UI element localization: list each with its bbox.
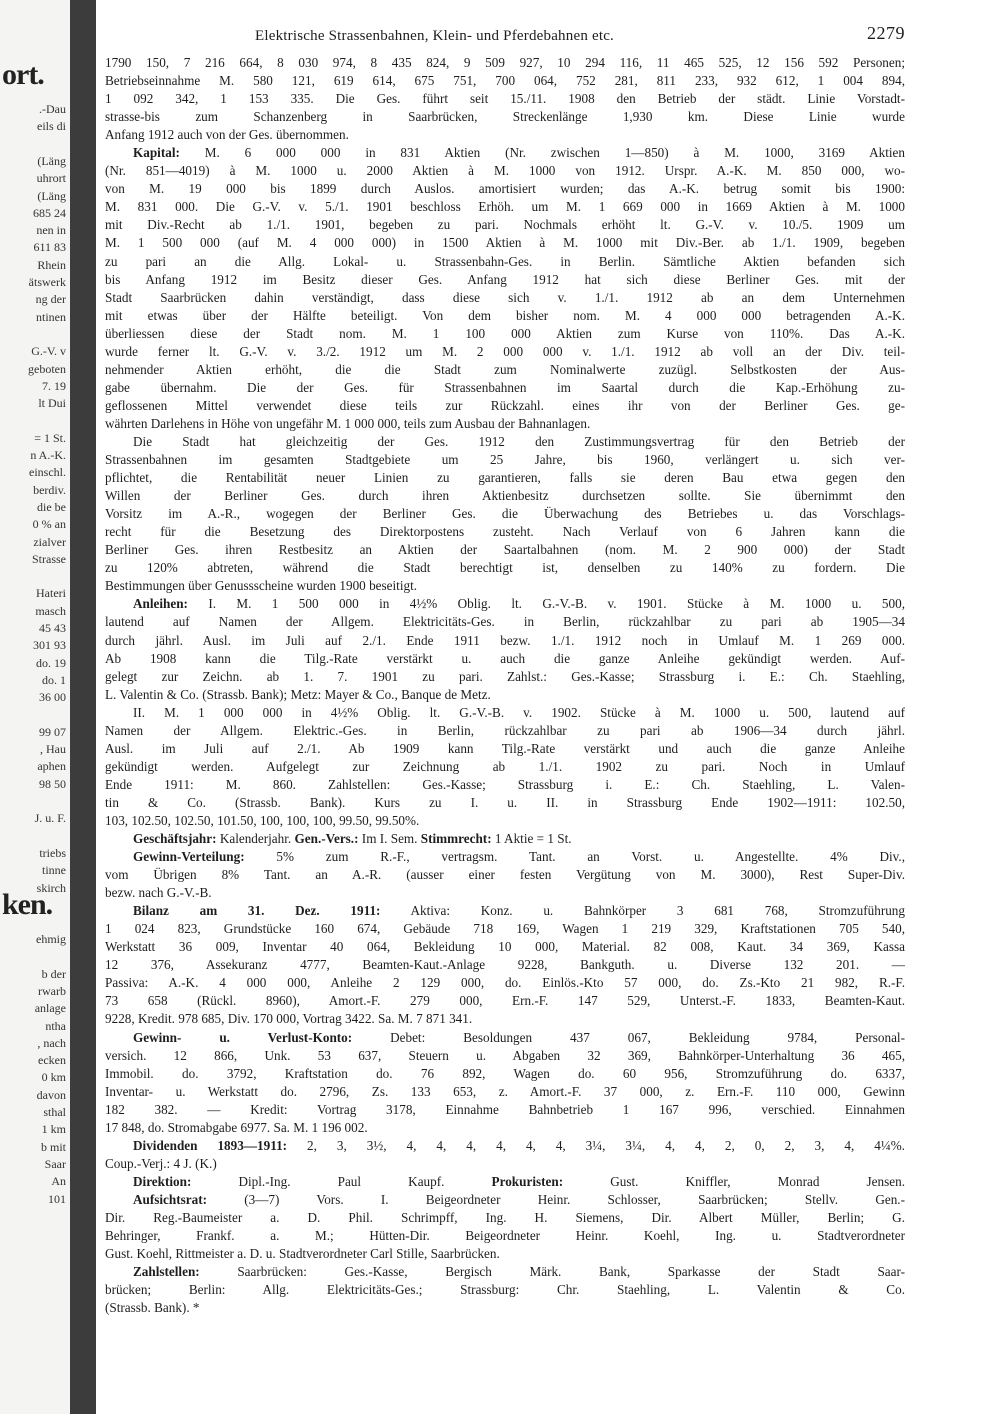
line-text: Berliner Ges. ihren Restbesitz an Aktien der Saartalbahnen (nom. M. 2 900 000) der Stadt <box>105 542 905 558</box>
line-text: M. 6 000 000 in 831 Aktien (Nr. zwischen 1—850) à M. 1000, 3169 Aktien <box>179 145 905 161</box>
left-page-text-fragment: J. u. F. <box>34 811 66 826</box>
section-line <box>105 1191 905 1209</box>
text-line <box>105 668 905 686</box>
text-line <box>105 740 905 758</box>
text-line <box>105 271 905 289</box>
line-text: L. Valentin & Co. (Strassb. Bank); Metz: Mayer & Co., Banque de Metz. <box>105 686 491 702</box>
text-line <box>105 1010 905 1028</box>
line-text: Dir. Reg.-Baumeister a. D. Phil. Schrimpff, Ing. H. Siemens, Dir. Albert Müller, Berlin; G. <box>105 1210 905 1225</box>
text-line <box>105 325 905 343</box>
left-page-text-fragment: eils di <box>37 119 66 134</box>
left-page-text-fragment: , Hau <box>40 742 66 757</box>
text-line <box>105 253 905 271</box>
text-line <box>105 776 905 794</box>
text-column <box>105 54 905 1317</box>
line-text: 9228, Kredit. 978 685, Div. 170 000, Vortrag 3422. Sa. M. 7 871 341. <box>105 1011 473 1027</box>
left-page-text-fragment: b der <box>41 966 66 981</box>
left-page-text-fragment: .-Dau <box>39 102 66 116</box>
section-line <box>105 595 905 613</box>
left-page-text-fragment: anlage <box>34 1001 66 1016</box>
text-line <box>105 1101 905 1119</box>
section-line <box>105 1263 905 1281</box>
left-page-text-fragment: do. 1 <box>42 672 66 687</box>
section-heading: Kapital: <box>133 145 180 161</box>
line-text: Die Stadt hat gleichzeitig der Ges. 1912 den Zustimmungsvertrag für den Betrieb der <box>133 433 905 449</box>
text-line <box>105 180 905 198</box>
line-text: Dipl.-Ing. Paul Kaupf. <box>191 1173 492 1189</box>
text-line <box>105 794 905 812</box>
line-text: I. M. 1 500 000 in 4½% Oblig. lt. G.-V.-B. v. 1901. Stücke à M. 1000 u. 500, <box>187 596 905 612</box>
left-page-text-fragment: 0 km <box>41 1070 66 1085</box>
line-text: tin & Co. (Strassb. Bank). Kurs zu I. u. II. in Strassburg Ende 1902—1911: 102.50, <box>105 794 905 810</box>
page-number: 2279 <box>867 23 905 43</box>
running-title: Elektrische Strassenbahnen, Klein- und Pferdebahnen etc. <box>255 28 614 44</box>
text-line <box>105 433 905 451</box>
page-header <box>105 24 905 54</box>
left-page-text-fragment: Hateri <box>36 586 66 601</box>
left-page-text-fragment: ntha <box>45 1018 66 1033</box>
text-line <box>105 108 905 126</box>
line-text: 2, 3, 3½, 4, 4, 4, 4, 4, 4, 3¼, 3¼, 4, 4, 2, 0, 2, 3, 4, 4¼%. <box>287 1137 905 1153</box>
line-text: Passiva: A.-K. 4 000 000, Anleihe 2 129 000, do. Einlös.-Kto 57 000, do. Zs.-Kto 21 982, R.-F. <box>105 975 905 991</box>
text-line <box>105 415 905 433</box>
left-page-text-fragment: triebs <box>39 845 66 860</box>
line-text: 182 382. — Kredit: Vortrag 3178, Einnahme Bahnbetrieb 1 167 996, verschied. Einnahmen <box>105 1101 905 1117</box>
left-page-text-fragment: An <box>51 1174 66 1189</box>
left-page-text-fragment: 101 <box>48 1191 66 1206</box>
line-text: 1 024 823, Grundstücke 160 674, Gebäude 718 169, Wagen 1 219 329, Kraftstationen 705 540, <box>105 921 905 937</box>
left-page-text-fragment: 36 00 <box>39 690 66 705</box>
line-text: (Nr. 851—4019) à M. 1000 u. 2000 Aktien à M. 1000 von 1912. Urspr. A.-K. M. 850 000, wo- <box>105 163 905 179</box>
line-text: Betriebseinnahme M. 580 121, 619 614, 675 751, 700 064, 752 281, 811 233, 932 612, 1 004 894, <box>105 73 905 89</box>
left-page-text-fragment: b mit <box>40 1139 66 1154</box>
line-text: von M. 19 000 bis 1899 durch Auslos. amortisiert wurden; das A.-K. betrug somit bis 1900: <box>105 181 905 197</box>
text-line <box>105 722 905 740</box>
line-text: strasse-bis zum Schanzenberg in Saarbrücken, Streckenlänge 1,930 km. Diese Linie wurde <box>105 109 905 125</box>
line-text: 17 848, do. Stromabgabe 6977. Sa. M. 1 196 002. <box>105 1119 368 1135</box>
text-line <box>105 1281 905 1299</box>
line-text: Aktiva: Konz. u. Bahnkörper 3 681 768, Stromzuführung <box>380 903 905 919</box>
line-text: Coup.-Verj.: 4 J. (K.) <box>105 1155 217 1171</box>
text-line <box>105 884 905 902</box>
line-text: Behringer, Frankf. a. M.; Hütten-Dir. Beigeordneter Heinr. Koehl, Ing. u. Stadtverordneter <box>105 1228 905 1244</box>
line-text: bezw. nach G.-V.-B. <box>105 885 212 901</box>
line-text: Strassenbahnen im gesamten Stadtgebiete um 25 Jahre, bis 1960, verlängert u. sich ver- <box>105 452 905 468</box>
text-line <box>105 613 905 631</box>
text-line <box>105 1209 905 1227</box>
text-line <box>105 72 905 90</box>
text-line <box>105 397 905 415</box>
section-heading: Geschäftsjahr: <box>133 831 217 847</box>
line-text: Ausl. im Juli auf 2./1. Ab 1909 kann Tilg.-Rate verstärkt und auch die ganze Anleihe <box>105 740 905 756</box>
section-line <box>105 848 905 866</box>
left-page-text-fragment: = 1 St. <box>34 430 66 445</box>
line-text: zu 120% abtreten, während die Stadt berechtigt ist, denselben zu 140% zu fordern. Die <box>105 560 905 576</box>
text-line <box>105 956 905 974</box>
text-line <box>105 1245 905 1263</box>
left-page-text-fragment: tinne <box>42 863 66 878</box>
left-page-text-fragment: lt Dui <box>38 396 66 411</box>
left-page-text-fragment: einschl. <box>29 465 66 480</box>
line-text: währten Darlehens in Höhe von ungefähr M. 1 000 000, teils zum Ausbau der Bahnanlagen. <box>105 415 591 431</box>
line-text: vom Übrigen 8% Tant. an A.-R. (ausser einer festen Vergütung von M. 3000), Rest Super-Div. <box>105 867 905 883</box>
line-text: Saarbrücken: Ges.-Kasse, Bergisch Märk. Bank, Sparkasse der Stadt Saar- <box>199 1264 905 1280</box>
section-heading: Bilanz am 31. Dez. 1911: <box>133 903 381 919</box>
left-page-text-fragment: ätswerk <box>28 275 66 289</box>
line-text: geflossenen Mittel verwendet diese teils zur Rückzahl. eines ihr von der Berliner Ges. ge- <box>105 397 905 413</box>
text-line <box>105 1047 905 1065</box>
line-text: Debet: Besoldungen 437 067, Bekleidung 9784, Personal- <box>352 1029 905 1045</box>
line-text: durch jährl. Ausl. im Juli auf 2./1. Ende 1911 bezw. 1./1. 1912 noch in Umlauf M. 1 269 000. <box>105 632 905 648</box>
left-page-text-fragment: G.-V. v <box>31 344 66 359</box>
line-text: wurde ferner lt. G.-V. v. 3./2. 1912 um M. 2 000 000 v. 1./1. 1912 ab voll an der Div. teil- <box>105 343 905 359</box>
text-line <box>105 469 905 487</box>
line-text: brücken; Berlin: Allg. Elektricitäts-Ges.; Strassburg: Chr. Staehling, L. Valentin & Co. <box>105 1282 905 1298</box>
text-line <box>105 1065 905 1083</box>
line-text: 1790 150, 7 216 664, 8 030 974, 8 435 824, 9 509 927, 10 294 116, 11 465 525, 12 156 592 Personen; <box>105 55 905 70</box>
section-heading: Gewinn- u. Verlust-Konto: <box>133 1029 353 1045</box>
line-text: II. M. 1 000 000 in 4½% Oblig. lt. G.-V.-B. v. 1902. Stücke à M. 1000 u. 500, lautend auf <box>133 704 905 720</box>
left-page-text-fragment: ecken <box>38 1053 66 1068</box>
left-page-text-fragment: ehmig <box>36 932 66 946</box>
text-line <box>105 379 905 397</box>
text-line <box>105 1083 905 1101</box>
line-text: Namen der Allgem. Elektric.-Ges. in Berlin, rückzahlbar zu pari ab 1906—34 durch jährl. <box>105 722 905 738</box>
section-heading: Stimmrecht: <box>420 831 492 847</box>
section-line <box>105 1137 905 1155</box>
left-page-text-fragment: 1 km <box>41 1122 66 1137</box>
line-text: Immobil. do. 3792, Kraftstation do. 76 892, Wagen do. 60 956, Stromzuführung do. 6337, <box>105 1065 905 1081</box>
line-text: Ende 1911: M. 860. Zahlstellen: Ges.-Kasse; Strassburg i. E.: Ch. Staehling, L. Valen- <box>105 776 905 792</box>
text-line <box>105 1227 905 1245</box>
text-line <box>105 126 905 144</box>
line-text: mit etwas über der Hälfte beteiligt. Von dem bisher nom. M. 4 000 000 betragenden A.-K. <box>105 307 905 323</box>
section-heading: Dividenden 1893—1911: <box>133 1137 288 1153</box>
left-page-text-fragment: 99 07 <box>39 724 66 739</box>
text-line <box>105 307 905 325</box>
section-heading: Gen.-Vers.: <box>294 831 359 847</box>
text-line <box>105 559 905 577</box>
line-text: 103, 102.50, 102.50, 101.50, 100, 100, 100, 99.50, 99.50%. <box>105 812 420 828</box>
line-text: Anfang 1912 auch von der Ges. übernommen. <box>105 127 349 143</box>
line-text: Willen der Berliner Ges. durch ihren Aktienbesitz durchsetzen sollte. Sie übernimmt den <box>105 488 905 504</box>
text-line <box>105 289 905 307</box>
line-text: 1 Aktie = 1 St. <box>491 831 572 847</box>
line-text: nehmender Aktien erhöht, die die Stadt zum Nominalwerte zuzügl. Selbstkosten der Aus- <box>105 361 905 377</box>
text-line <box>105 992 905 1010</box>
left-page-text-fragment: davon <box>36 1087 66 1102</box>
line-text: Gust. Koehl, Rittmeister a. D. u. Stadtverordneter Carl Stille, Saarbrücken. <box>105 1246 500 1262</box>
left-page-text-fragment: 7. 19 <box>42 378 66 393</box>
left-page-text-fragment: skirch <box>36 880 66 895</box>
text-line <box>105 632 905 650</box>
text-line <box>105 920 905 938</box>
line-text: Gust. Kniffler, Monrad Jensen. <box>563 1173 905 1189</box>
left-page-text-fragment: do. 19 <box>36 655 66 670</box>
left-page-text-fragment: Saar <box>44 1156 66 1171</box>
text-line <box>105 704 905 722</box>
text-line <box>105 162 905 180</box>
line-text: Ab 1908 kann die Tilg.-Rate verstärkt u. auch die ganze Anleihe gekündigt werden. Auf- <box>105 650 905 666</box>
text-line <box>105 974 905 992</box>
left-page-text-fragment: 685 24 <box>33 205 66 220</box>
text-line <box>105 1119 905 1137</box>
left-page-heading-fragment: ort. <box>2 58 44 91</box>
text-line <box>105 90 905 108</box>
line-text: versich. 12 866, Unk. 53 637, Steuern u. Abgaben 32 369, Bahnkörper-Unterhaltung 36 465, <box>105 1047 905 1063</box>
section-heading: Anleihen: <box>133 596 188 612</box>
line-text: Werkstatt 36 009, Inventar 40 064, Bekleidung 10 000, Material. 82 008, Kaut. 34 369, Kassa <box>105 939 905 955</box>
text-line <box>105 938 905 956</box>
left-page-text-fragment: geboten <box>28 361 66 376</box>
line-text: gabe übernahm. Die der Ges. für Strassenbahnen im Saartal durch die Kap.-Erhöhung zu- <box>105 379 905 395</box>
text-line <box>105 523 905 541</box>
left-page-text-fragment: die be <box>37 499 66 514</box>
text-line <box>105 505 905 523</box>
text-line <box>105 54 905 72</box>
text-line <box>105 866 905 884</box>
left-page-text-fragment: sthal <box>43 1105 66 1119</box>
text-line <box>105 686 905 704</box>
line-text: bis Anfang 1912 im Besitz dieser Ges. Anfang 1912 hat sich diese Berliner Ges. mit der <box>105 271 905 287</box>
section-heading: Gewinn-Verteilung: <box>133 849 245 865</box>
left-page-text-fragment: Strasse <box>32 551 66 566</box>
section-line <box>105 1029 905 1047</box>
line-text: 12 376, Assekuranz 4777, Beamten-Kaut.-Anlage 9228, Bankguth. u. Diverse 132 201. — <box>105 957 905 973</box>
left-page-text-fragment: uhrort <box>36 171 66 186</box>
left-page-text-fragment: ng der <box>35 292 66 307</box>
left-page-text-fragment: 611 83 <box>33 240 66 255</box>
left-page-heading-fragment-2: ken. <box>2 888 53 921</box>
left-page-text-fragment: aphen <box>37 759 66 774</box>
left-page-text-fragment: 301 93 <box>33 638 66 653</box>
text-line <box>105 577 905 595</box>
line-text: 1 092 342, 1 153 335. Die Ges. führt seit 15./11. 1908 den Betrieb der städt. Linie Vorstadt- <box>105 91 905 107</box>
text-line <box>105 487 905 505</box>
line-text: (Strassb. Bank). * <box>105 1300 200 1316</box>
line-text: Kalenderjahr. <box>216 831 295 847</box>
line-text: gekündigt werden. Aufgelegt zur Zeichnung ab 1./1. 1902 zu pari. Noch in Umlauf <box>105 758 905 774</box>
book-spine <box>70 0 96 1414</box>
text-line <box>105 650 905 668</box>
line-text: recht für die Besetzung des Direktorpostens zusteht. Nach Verlauf von 6 Jahren kann die <box>105 524 905 540</box>
left-page-text-fragment: ntinen <box>36 309 66 324</box>
left-page-text-fragment: 45 43 <box>39 621 66 635</box>
section-heading: Aufsichtsrat: <box>133 1191 207 1207</box>
left-page-text-fragment: zialver <box>33 534 66 549</box>
left-page-text-fragment: rwarb <box>38 983 66 998</box>
left-page-text-fragment: nen in <box>36 223 66 238</box>
section-heading: Direktion: <box>133 1173 192 1189</box>
line-text: M. 1 500 000 (auf M. 4 000 000) in 1500 Aktien à M. 1000 mit Div.-Ber. ab 1./1. 1909, begeben <box>105 235 905 251</box>
line-text: 73 658 (Rückl. 8960), Amort.-F. 279 000, Ern.-F. 147 529, Unterst.-F. 1833, Beamten-Kaut. <box>105 993 905 1009</box>
left-page-text-fragment: , nach <box>37 1035 66 1050</box>
left-page-text-fragment: (Läng <box>37 188 66 203</box>
line-text: Inventar- u. Werkstatt do. 2796, Zs. 133 653, z. Amort.-F. 37 000, z. Ern.-F. 110 000, Gewinn <box>105 1083 905 1099</box>
text-line <box>105 812 905 830</box>
left-page-text-fragment: 0 % an <box>32 517 66 532</box>
text-line <box>105 198 905 216</box>
section-line <box>105 902 905 920</box>
line-text: Bestimmungen über Genussscheine wurden 1900 beseitigt. <box>105 578 418 594</box>
text-line <box>105 1155 905 1173</box>
line-text: lautend auf Namen der Allgem. Elektricitäts-Ges. in Berlin, rückzahlbar zu pari ab 1905—34 <box>105 614 905 630</box>
left-page-text-fragment: berdiv. <box>33 482 66 497</box>
text-line <box>105 343 905 361</box>
text-line <box>105 1299 905 1317</box>
line-text: zu pari an die Allg. Lokal- u. Strassenbahn-Ges. in Berlin. Sämtliche Aktien befanden sich <box>105 253 905 269</box>
left-page-fragment <box>0 0 70 1414</box>
left-page-text-fragment: n A.-K. <box>30 448 66 462</box>
line-text: (3—7) Vors. I. Beigeordneter Heinr. Schlosser, Saarbrücken; Stellv. Gen.- <box>207 1191 905 1207</box>
text-line <box>105 216 905 234</box>
section-heading: Prokuristen: <box>491 1173 564 1189</box>
line-text: M. 831 000. Die G.-V. v. 5./1. 1901 beschloss Erhöh. um M. 1 669 000 in 1669 Aktien à M. 1000 <box>105 199 905 215</box>
text-line <box>105 541 905 559</box>
text-line <box>105 758 905 776</box>
text-line <box>105 451 905 469</box>
line-text: Vorsitz im A.-R., wogegen der Berliner Ges. die Überwachung des Betriebes u. das Vorschlags- <box>105 506 905 522</box>
section-line <box>105 144 905 162</box>
page-body <box>105 24 905 1317</box>
text-line <box>105 234 905 252</box>
line-text: 5% zum R.-F., vertragsm. Tant. an Vorst. u. Angestellte. 4% Div., <box>244 849 905 865</box>
line-text: Stadt Saarbrücken dahin verständigt, dass diese sich v. 1./1. 1912 ab an dem Unternehmen <box>105 289 905 305</box>
section-line <box>105 830 905 848</box>
line-text: gelegt zur Zeichn. ab 1. 7. 1901 zu pari. Zahlst.: Ges.-Kasse; Strassburg i. E.: Ch. Staehling, <box>105 668 905 684</box>
left-page-text-fragment: masch <box>35 603 66 618</box>
line-text: mit Div.-Recht ab 1./1. 1901, begeben zu pari. Nochmals erhöht lt. G.-V. v. 10./5. 1909 um <box>105 217 905 233</box>
left-page-text-fragment: (Läng <box>37 153 66 168</box>
left-page-text-fragment: 98 50 <box>39 776 66 791</box>
section-heading: Zahlstellen: <box>133 1264 200 1280</box>
left-page-text-fragment: Rhein <box>37 257 66 272</box>
line-text: überliessen diese der Stadt nom. M. 1 100 000 Aktien zum Kurse von 110%. Das A.-K. <box>105 325 905 341</box>
line-text: Im I. Sem. <box>358 831 421 847</box>
line-text: pflichtet, die Rentabilität neuer Linien zu garantieren, falls sie deren Bau etwa gegen den <box>105 470 905 486</box>
section-line <box>105 1173 905 1191</box>
text-line <box>105 361 905 379</box>
